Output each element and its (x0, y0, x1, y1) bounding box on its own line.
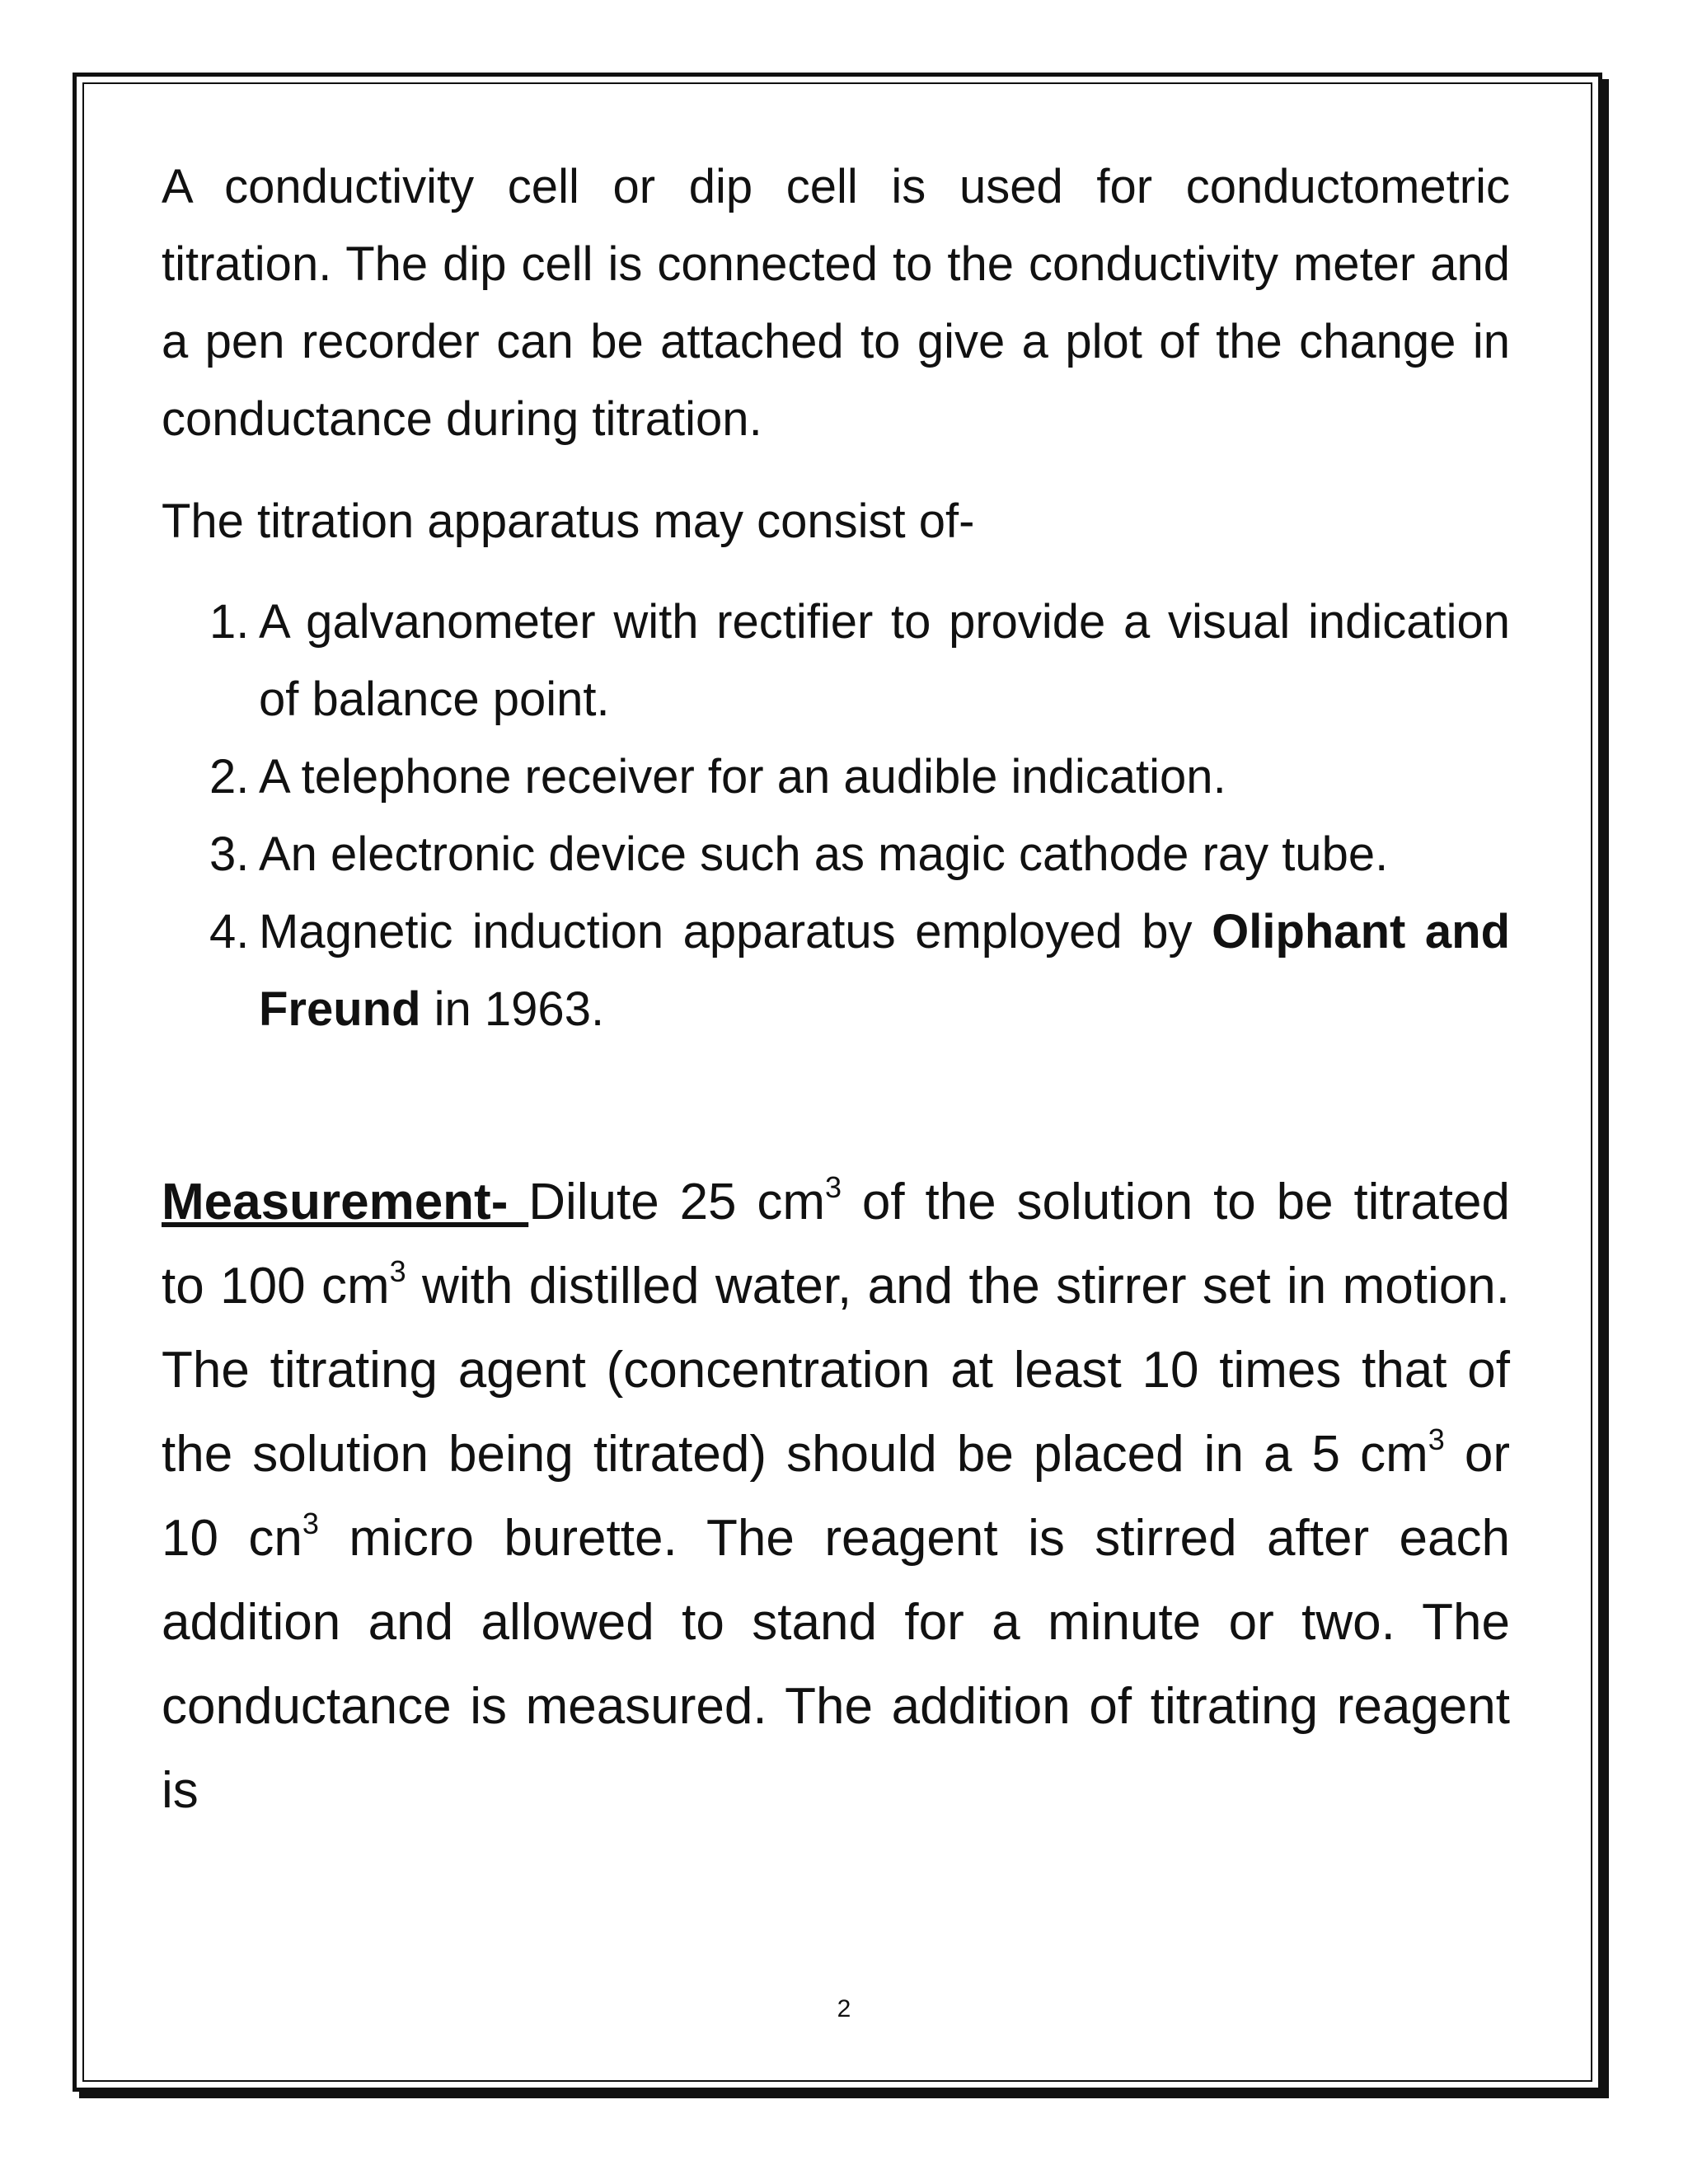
list-item-text: A galvanometer with rectifier to provide a visual indication of balance point. (259, 595, 1510, 726)
intro-paragraph: A conductivity cell or dip cell is used for conductometric titration. The dip cell is connected to the conductivity meter and a pen recorder can be attached to give a plot of the change in conductance during titration. (162, 160, 1510, 446)
measurement-heading: Measurement- (162, 1174, 529, 1230)
measurement-paragraph (162, 1160, 1510, 1833)
list-item (162, 583, 1510, 738)
superscript: 3 (1428, 1422, 1445, 1456)
measurement-text-5: micro burette. The reagent is stirred after each addition and allowed to stand for a minute or two. The conductance is measured. The addition of titrating reagent is (162, 1510, 1511, 1819)
list-item-text-after: in 1963. (420, 982, 605, 1036)
page-content (162, 148, 1510, 1884)
apparatus-list (162, 583, 1510, 1048)
list-item (162, 738, 1510, 816)
measurement-text-4: or 10 cn (162, 1426, 1510, 1567)
list-item-text: An electronic device such as magic cathode ray tube. (259, 827, 1389, 881)
list-item-text: A telephone receiver for an audible indication. (259, 750, 1226, 804)
list-item-text-before: Magnetic induction apparatus employed by (259, 905, 1212, 958)
superscript: 3 (302, 1507, 319, 1540)
list-item-number: 1. (209, 595, 250, 649)
list-item-number: 3. (209, 827, 250, 881)
author-names: Oliphant and Freund (259, 905, 1510, 1036)
list-item-number: 4. (209, 905, 250, 958)
list-item (162, 893, 1510, 1048)
apparatus-lead: The titration apparatus may consist of- (162, 494, 975, 548)
superscript: 3 (825, 1170, 842, 1204)
list-item (162, 816, 1510, 893)
page-number: 2 (837, 1995, 851, 2022)
measurement-text-3: with distilled water, and the stirrer set in motion. The titrating agent (concentration at least 10 times that of the solution being titrated) should be placed in a 5 cm (162, 1258, 1511, 1483)
measurement-text-1: Dilute 25 cm (528, 1174, 826, 1230)
superscript: 3 (389, 1254, 406, 1288)
list-item-number: 2. (209, 750, 250, 804)
measurement-text-2: of the solution to be titrated to 100 cm (162, 1174, 1510, 1315)
